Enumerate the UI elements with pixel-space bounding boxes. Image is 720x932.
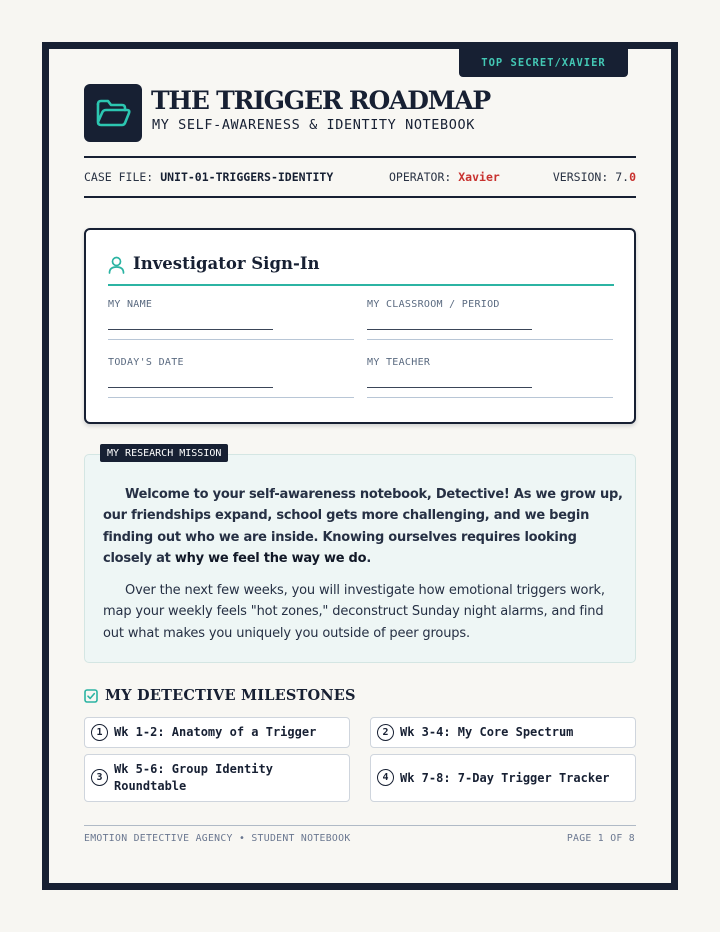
mission-paragraph-1 bbox=[103, 484, 623, 569]
footer-divider bbox=[84, 825, 636, 826]
milestone-label: Wk 3-4: My Core Spectrum bbox=[400, 725, 574, 739]
case-file bbox=[84, 170, 333, 184]
classification-tag: TOP SECRET/XAVIER bbox=[459, 49, 628, 77]
field-label: TODAY'S DATE bbox=[108, 357, 184, 368]
checkbox-icon bbox=[84, 689, 98, 703]
folder-open-icon bbox=[84, 84, 142, 142]
mission-p1-emphasis: why we feel the way we do bbox=[174, 550, 367, 566]
mission-p1-end: . bbox=[366, 550, 372, 566]
mission-tag: MY RESEARCH MISSION bbox=[100, 444, 228, 462]
signin-title: Investigator Sign-In bbox=[133, 254, 320, 273]
classroom-field[interactable] bbox=[367, 299, 613, 310]
write-line-underline bbox=[108, 339, 354, 340]
case-file-bar bbox=[84, 156, 636, 198]
person-icon bbox=[108, 256, 125, 274]
date-field[interactable] bbox=[108, 357, 354, 368]
mission-box bbox=[84, 454, 636, 663]
signin-header bbox=[108, 253, 614, 286]
milestone-label-line: Roundtable bbox=[114, 779, 187, 793]
milestone-label bbox=[114, 761, 273, 795]
milestone-label: Wk 7-8: 7-Day Trigger Tracker bbox=[400, 770, 610, 785]
milestone-number: 2 bbox=[377, 724, 394, 741]
milestone-card-3 bbox=[84, 754, 350, 802]
operator-value: Xavier bbox=[458, 170, 500, 184]
milestones-header bbox=[84, 687, 356, 704]
page-number: PAGE 1 OF 8 bbox=[566, 833, 635, 844]
milestone-card-1 bbox=[84, 717, 350, 748]
milestone-card-4 bbox=[370, 754, 636, 802]
milestone-number: 1 bbox=[91, 724, 108, 741]
version-label: VERSION: bbox=[552, 170, 609, 184]
page-subtitle: MY SELF-AWARENESS & IDENTITY NOTEBOOK bbox=[152, 117, 475, 133]
field-label: MY NAME bbox=[108, 299, 153, 310]
field-label: MY TEACHER bbox=[367, 357, 431, 368]
milestone-label: Wk 1-2: Anatomy of a Trigger bbox=[114, 725, 317, 739]
write-line bbox=[108, 329, 273, 330]
name-field[interactable] bbox=[108, 299, 354, 310]
write-line bbox=[367, 387, 532, 388]
version-minor: 0 bbox=[629, 170, 636, 184]
operator-label: OPERATOR: bbox=[389, 170, 452, 184]
milestones-title: MY DETECTIVE MILESTONES bbox=[105, 687, 356, 704]
version-major: 7. bbox=[615, 170, 630, 184]
case-file-label: CASE FILE: bbox=[84, 170, 154, 184]
field-label: MY CLASSROOM / PERIOD bbox=[367, 299, 500, 310]
write-line-underline bbox=[367, 339, 613, 340]
version bbox=[553, 170, 636, 184]
operator bbox=[389, 170, 500, 184]
write-line bbox=[108, 387, 273, 388]
case-file-value: UNIT-01-TRIGGERS-IDENTITY bbox=[160, 170, 334, 184]
mission-paragraph-2: Over the next few weeks, you will investigate how emotional triggers work, map your weekly feels "hot zones," deconstruct Sunday night alarms, and find out what makes you uniquely you outside of peer groups. bbox=[103, 583, 605, 641]
write-line bbox=[367, 329, 532, 330]
teacher-field[interactable] bbox=[367, 357, 613, 368]
signin-card bbox=[84, 228, 636, 424]
write-line-underline bbox=[108, 397, 354, 398]
milestone-number: 3 bbox=[91, 769, 108, 786]
mission-p1-text: Welcome to your self-awareness notebook, Detective! As we grow up, our friendships expand, school gets more challenging, and we begin finding out who we are inside. Knowing ourselves requires looking closely at bbox=[103, 487, 623, 566]
write-line-underline bbox=[367, 397, 613, 398]
milestone-label-line: Wk 5-6: Group Identity bbox=[114, 762, 273, 776]
page-title: THE TRIGGER ROADMAP bbox=[151, 86, 490, 115]
footer-agency: EMOTION DETECTIVE AGENCY • STUDENT NOTEBOOK bbox=[84, 833, 351, 844]
milestone-card-2 bbox=[370, 717, 636, 748]
milestone-number: 4 bbox=[377, 769, 394, 786]
